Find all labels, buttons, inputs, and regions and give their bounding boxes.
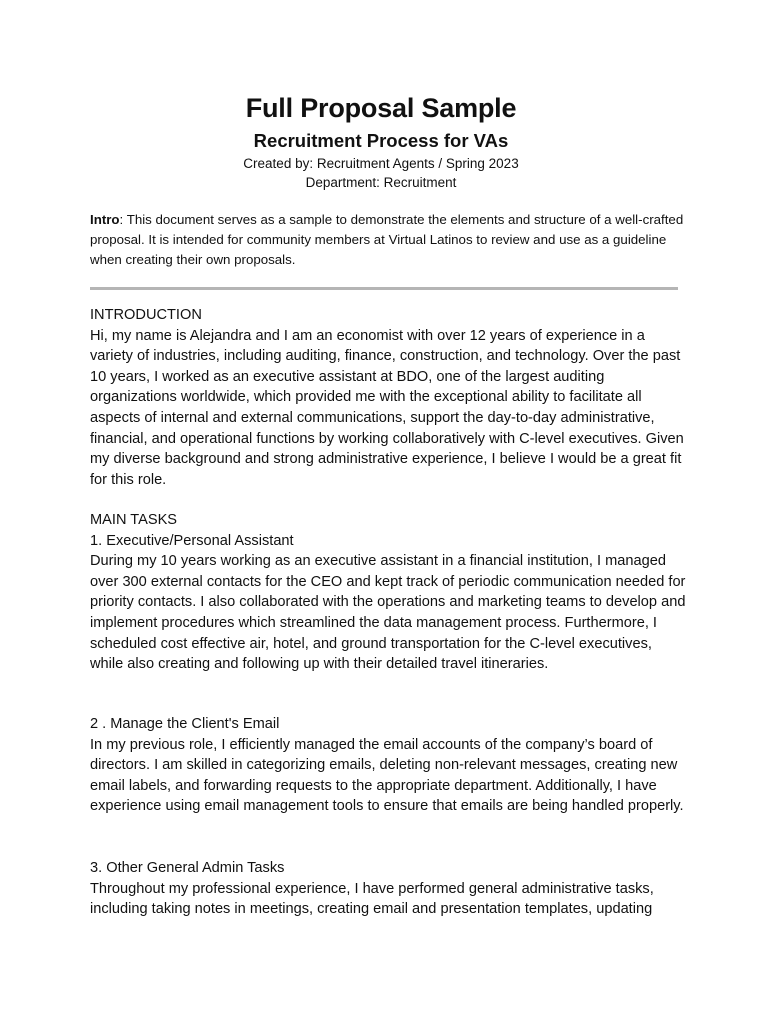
intro-label: Intro xyxy=(90,212,120,227)
main-tasks-section xyxy=(90,510,686,675)
document-title: Full Proposal Sample xyxy=(245,93,517,123)
task3-title: 3. Other General Admin Tasks xyxy=(90,860,285,876)
task3-body: Throughout my professional experience, I have performed general administrative tasks, including taking notes in meetings, creating email and presentation templates, updating xyxy=(90,880,654,918)
department-line: Department: Recruitment xyxy=(305,175,457,190)
introduction-section xyxy=(90,305,686,490)
task2-section xyxy=(90,714,686,817)
introduction-heading: INTRODUCTION xyxy=(90,307,202,323)
created-by-line: Created by: Recruitment Agents / Spring 2023 xyxy=(243,156,519,171)
document-subtitle: Recruitment Process for VAs xyxy=(253,130,509,151)
task1-body: During my 10 years working as an executive assistant in a financial institution, I managed over 300 external contacts for the CEO and kept track of periodic communication needed for priority contacts. I also collaborated with the operations and marketing teams to develop and implement procedures which streamlined the data management process. Furthermore, I scheduled cost effective air, hotel, and ground transportation for the C-level executives, while also creating and following up with their detailed travel itineraries. xyxy=(90,553,686,673)
intro-text: : This document serves as a sample to demonstrate the elements and structure of a well-crafted proposal. It is intended for community members at Virtual Latinos to review and use as a guideline when creating their own proposals. xyxy=(90,212,684,267)
task1-title: 1. Executive/Personal Assistant xyxy=(90,532,294,549)
intro-paragraph xyxy=(90,210,686,270)
horizontal-divider xyxy=(90,287,678,290)
task2-body: In my previous role, I efficiently managed the email accounts of the company’s board of directors. I am skilled in categorizing emails, deleting non-relevant messages, creating new email labels, and forwarding requests to the appropriate department. Additionally, I have experience using email management tools to ensure that emails are being handled properly. xyxy=(90,736,684,815)
introduction-body: Hi, my name is Alejandra and I am an economist with over 12 years of experience in a variety of industries, including auditing, finance, construction, and technology. Over the past 10 years, I worked as an executive assistant at BDO, one of the largest auditing organizations worldwide, which provided me with the exceptional ability to facilitate all aspects of internal and external communications, support the day-to-day administrative, financial, and operational functions by working collaboratively with C-level executives. Given my diverse background and strong administrative experience, I believe I would be a great fit for this role. xyxy=(90,327,684,488)
task2-title: 2 . Manage the Client's Email xyxy=(90,716,280,732)
task3-section xyxy=(90,858,686,920)
main-tasks-heading: MAIN TASKS xyxy=(90,512,178,528)
